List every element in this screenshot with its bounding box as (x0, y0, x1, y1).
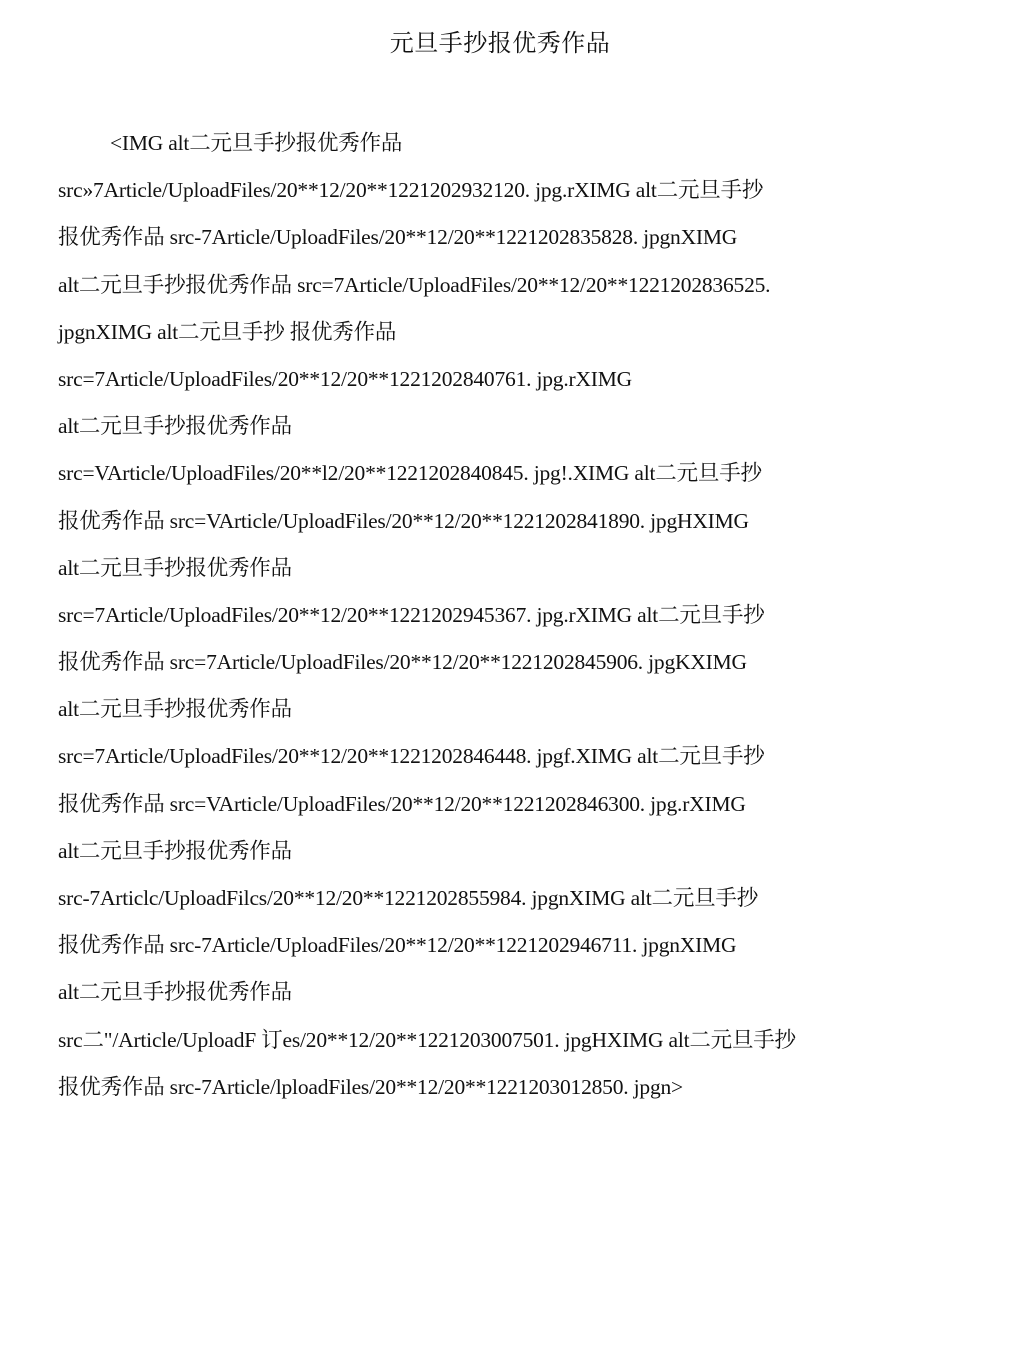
text-line: src=7Article/UploadFiles/20**12/20**1221202840761. jpg.rXIMG (58, 366, 633, 391)
text-line: alt二元旦手抄报优秀作品 (58, 697, 292, 722)
text-line: 报优秀作品 src=7Article/UploadFiles/20**12/20**1221202845906. jpgKXIMG (58, 650, 747, 675)
text-line: alt二元旦手抄报优秀作品 (58, 838, 292, 863)
text-line: src=7Article/UploadFiles/20**12/20**1221202945367. jpg.rXIMG alt二元旦手抄 (58, 602, 765, 627)
text-line: src=7Article/UploadFiles/20**12/20**1221202846448. jpgf.XIMG alt二元旦手抄 (58, 744, 765, 769)
text-line: 报优秀作品 src-7Article/UploadFiles/20**12/20**1221202835828. jpgnXIMG (58, 225, 738, 250)
text-line: src»7Article/UploadFiles/20**12/20**1221202932120. jpg.rXIMG alt二元旦手抄 (58, 178, 764, 203)
text-line: alt二元旦手抄报优秀作品 src=7Article/UploadFiles/20**12/20**1221202836525. (58, 272, 771, 297)
text-line: jpgnXIMG alt二元旦手抄 报优秀作品 (58, 319, 397, 344)
text-line: 报优秀作品 src-7Article/lploadFiles/20**12/20**1221203012850. jpgn> (58, 1074, 683, 1099)
text-line: alt二元旦手抄报优秀作品 (58, 555, 292, 580)
text-line: src=VArticle/UploadFiles/20**l2/20**1221202840845. jpg!.XIMG alt二元旦手抄 (58, 461, 762, 486)
text-line: 报优秀作品 src-7Article/UploadFiles/20**12/20**1221202946711. jpgnXIMG (58, 933, 737, 958)
text-line: src二"/Article/UploadF 订es/20**12/20**1221203007501. jpgHXIMG alt二元旦手抄 (58, 1027, 796, 1052)
text-line: src-7Articlc/UploadFilcs/20**12/20**1221202855984. jpgnXIMG alt二元旦手抄 (58, 886, 759, 910)
document-title: 元旦手抄报优秀作品 (389, 29, 611, 57)
text-line: 报优秀作品 src=VArticle/UploadFiles/20**12/20**1221202841890. jpgHXIMG (58, 508, 749, 533)
text-line: 报优秀作品 src=VArticle/UploadFiles/20**12/20**1221202846300. jpg.rXIMG (58, 791, 746, 816)
text-line: alt二元旦手抄报优秀作品 (58, 980, 292, 1005)
text-line: alt二元旦手抄报优秀作品 (58, 414, 292, 439)
document-body (58, 120, 938, 1111)
text-line: <IMG alt二元旦手抄报优秀作品 (110, 131, 403, 155)
